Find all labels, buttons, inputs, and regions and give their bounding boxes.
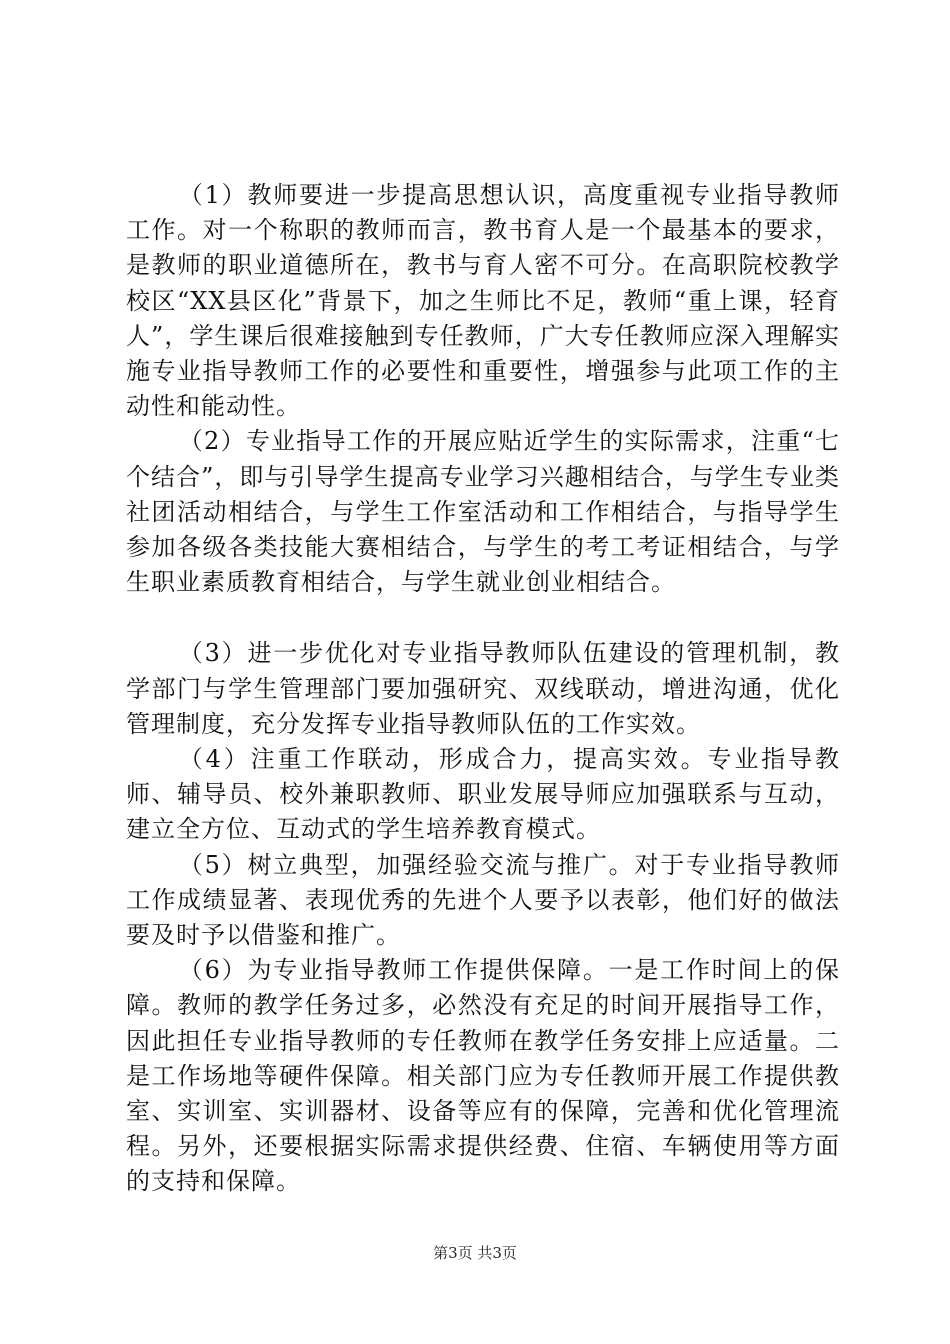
paragraph-2: （2）专业指导工作的开展应贴近学生的实际需求，注重“七个结合”，即与引导学生提高专业学习兴趣相结合，与学生专业类社团活动相结合，与学生工作室活动和工作相结合，与指导学生参加各级各类技能大赛相结合，与学生的考工考证相结合，与学生职业素质教育相结合，与学生就业创业相结合。: [126, 427, 840, 597]
document-body: [126, 178, 840, 1200]
paragraph-3: （3）进一步优化对专业指导教师队伍建设的管理机制，教学部门与学生管理部门要加强研究、双线联动，增进沟通，优化管理制度，充分发挥专业指导教师队伍的工作实效。: [126, 639, 840, 738]
paragraph-4: （4）注重工作联动，形成合力，提高实效。专业指导教师、辅导员、校外兼职教师、职业发展导师应加强联系与互动，建立全方位、互动式的学生培养教育模式。: [126, 745, 840, 844]
paragraph-1: （1）教师要进一步提高思想认识，高度重视专业指导教师工作。对一个称职的教师而言，教书育人是一个最基本的要求，是教师的职业道德所在，教书与育人密不可分。在高职院校教学校区“XX县区化”背景下，加之生师比不足，教师“重上课，轻育人”，学生课后很难接触到专任教师，广大专任教师应深入理解实施专业指导教师工作的必要性和重要性，增强参与此项工作的主动性和能动性。: [126, 181, 840, 421]
paragraph-5: （5）树立典型，加强经验交流与推广。对于专业指导教师工作成绩显著、表现优秀的先进个人要予以表彰，他们好的做法要及时予以借鉴和推广。: [126, 850, 840, 950]
page-number-footer: 第3页 共3页: [433, 1244, 517, 1262]
paragraph-6: （6）为专业指导教师工作提供保障。一是工作时间上的保障。教师的教学任务过多，必然没有充足的时间开展指导工作，因此担任专业指导教师的专任教师在教学任务安排上应适量。二是工作场地等硬件保障。相关部门应为专任教师开展工作提供教室、实训室、实训器材、设备等应有的保障，完善和优化管理流程。另外，还要根据实际需求提供经费、住宿、车辆使用等方面的支持和保障。: [126, 956, 840, 1196]
